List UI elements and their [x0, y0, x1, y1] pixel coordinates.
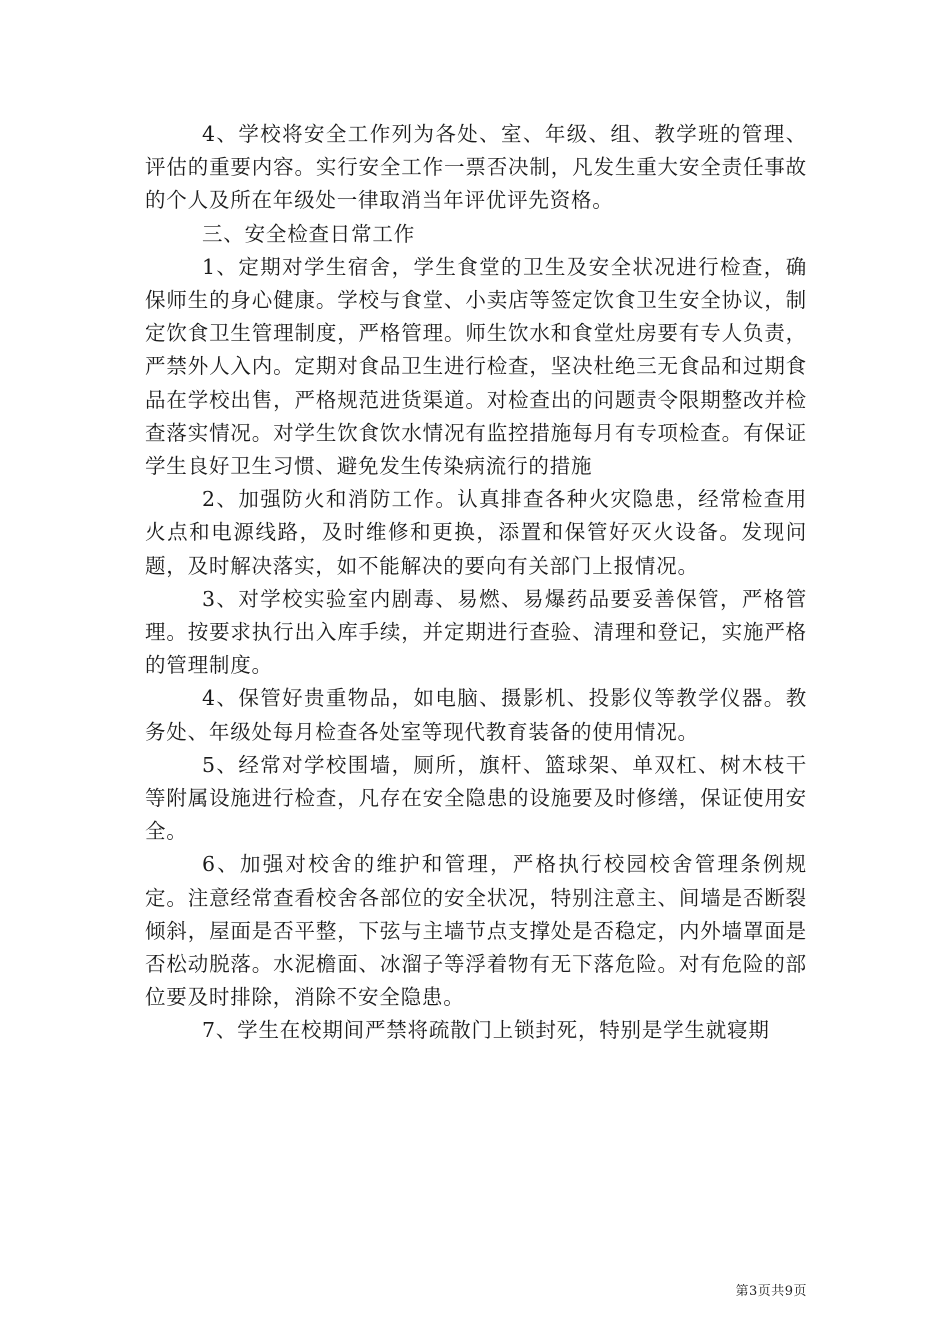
section-heading-daily-inspection: 三、安全检查日常工作: [202, 221, 415, 246]
paragraph-item-1-canteen: 1、定期对学生宿舍，学生食堂的卫生及安全状况进行检查，确保师生的身心健康。学校与食堂、小卖店等签定饮食卫生安全协议，制定饮食卫生管理制度，严格管理。师生饮水和食堂灶房要有专人负责，严禁外人入内。定期对食品卫生进行检查，坚决杜绝三无食品和过期食品在学校出售，严格规范进货渠道。对检查出的问题责令限期整改并检查落实情况。对学生饮食饮水情况有监控措施每月有专项检查。有保证学生良好卫生习惯、避免发生传染病流行的措施: [145, 254, 807, 479]
document-body: [145, 118, 807, 1048]
page-number-footer: 第3页共9页: [735, 1284, 807, 1299]
paragraph-item-7-exits: 7、学生在校期间严禁将疏散门上锁封死，特别是学生就寝期: [202, 1018, 770, 1043]
paragraph-item-2-fire: 2、加强防火和消防工作。认真排查各种火灾隐患，经常检查用火点和电源线路，及时维修和更换，添置和保管好灭火设备。发现问题，及时解决落实，如不能解决的要向有关部门上报情况。: [145, 487, 807, 578]
paragraph-item-4-assessment: 4、学校将安全工作列为各处、室、年级、组、教学班的管理、评估的重要内容。实行安全工作一票否决制，凡发生重大安全责任事故的个人及所在年级处一律取消当年评优评先资格。: [145, 122, 807, 213]
paragraph-item-6-buildings: 6、加强对校舍的维护和管理，严格执行校园校舍管理条例规定。注意经常查看校舍各部位的安全状况，特别注意主、间墙是否断裂倾斜，屋面是否平整，下弦与主墙节点支撑处是否稳定，内外墙罩面是否松动脱落。水泥檐面、冰溜子等浮着物有无下落危险。对有危险的部位要及时排除，消除不安全隐患。: [145, 852, 807, 1010]
paragraph-item-5-facilities: 5、经常对学校围墙，厕所，旗杆、篮球架、单双杠、树木枝干等附属设施进行检查，凡存在安全隐患的设施要及时修缮，保证使用安全。: [145, 752, 807, 844]
paragraph-item-3-lab: 3、对学校实验室内剧毒、易燃、易爆药品要妥善保管，严格管理。按要求执行出入库手续，并定期进行查验、清理和登记，实施严格的管理制度。: [145, 586, 807, 678]
paragraph-item-4-valuables: 4、保管好贵重物品，如电脑、摄影机、投影仪等教学仪器。教务处、年级处每月检查各处室等现代教育装备的使用情况。: [145, 686, 807, 744]
